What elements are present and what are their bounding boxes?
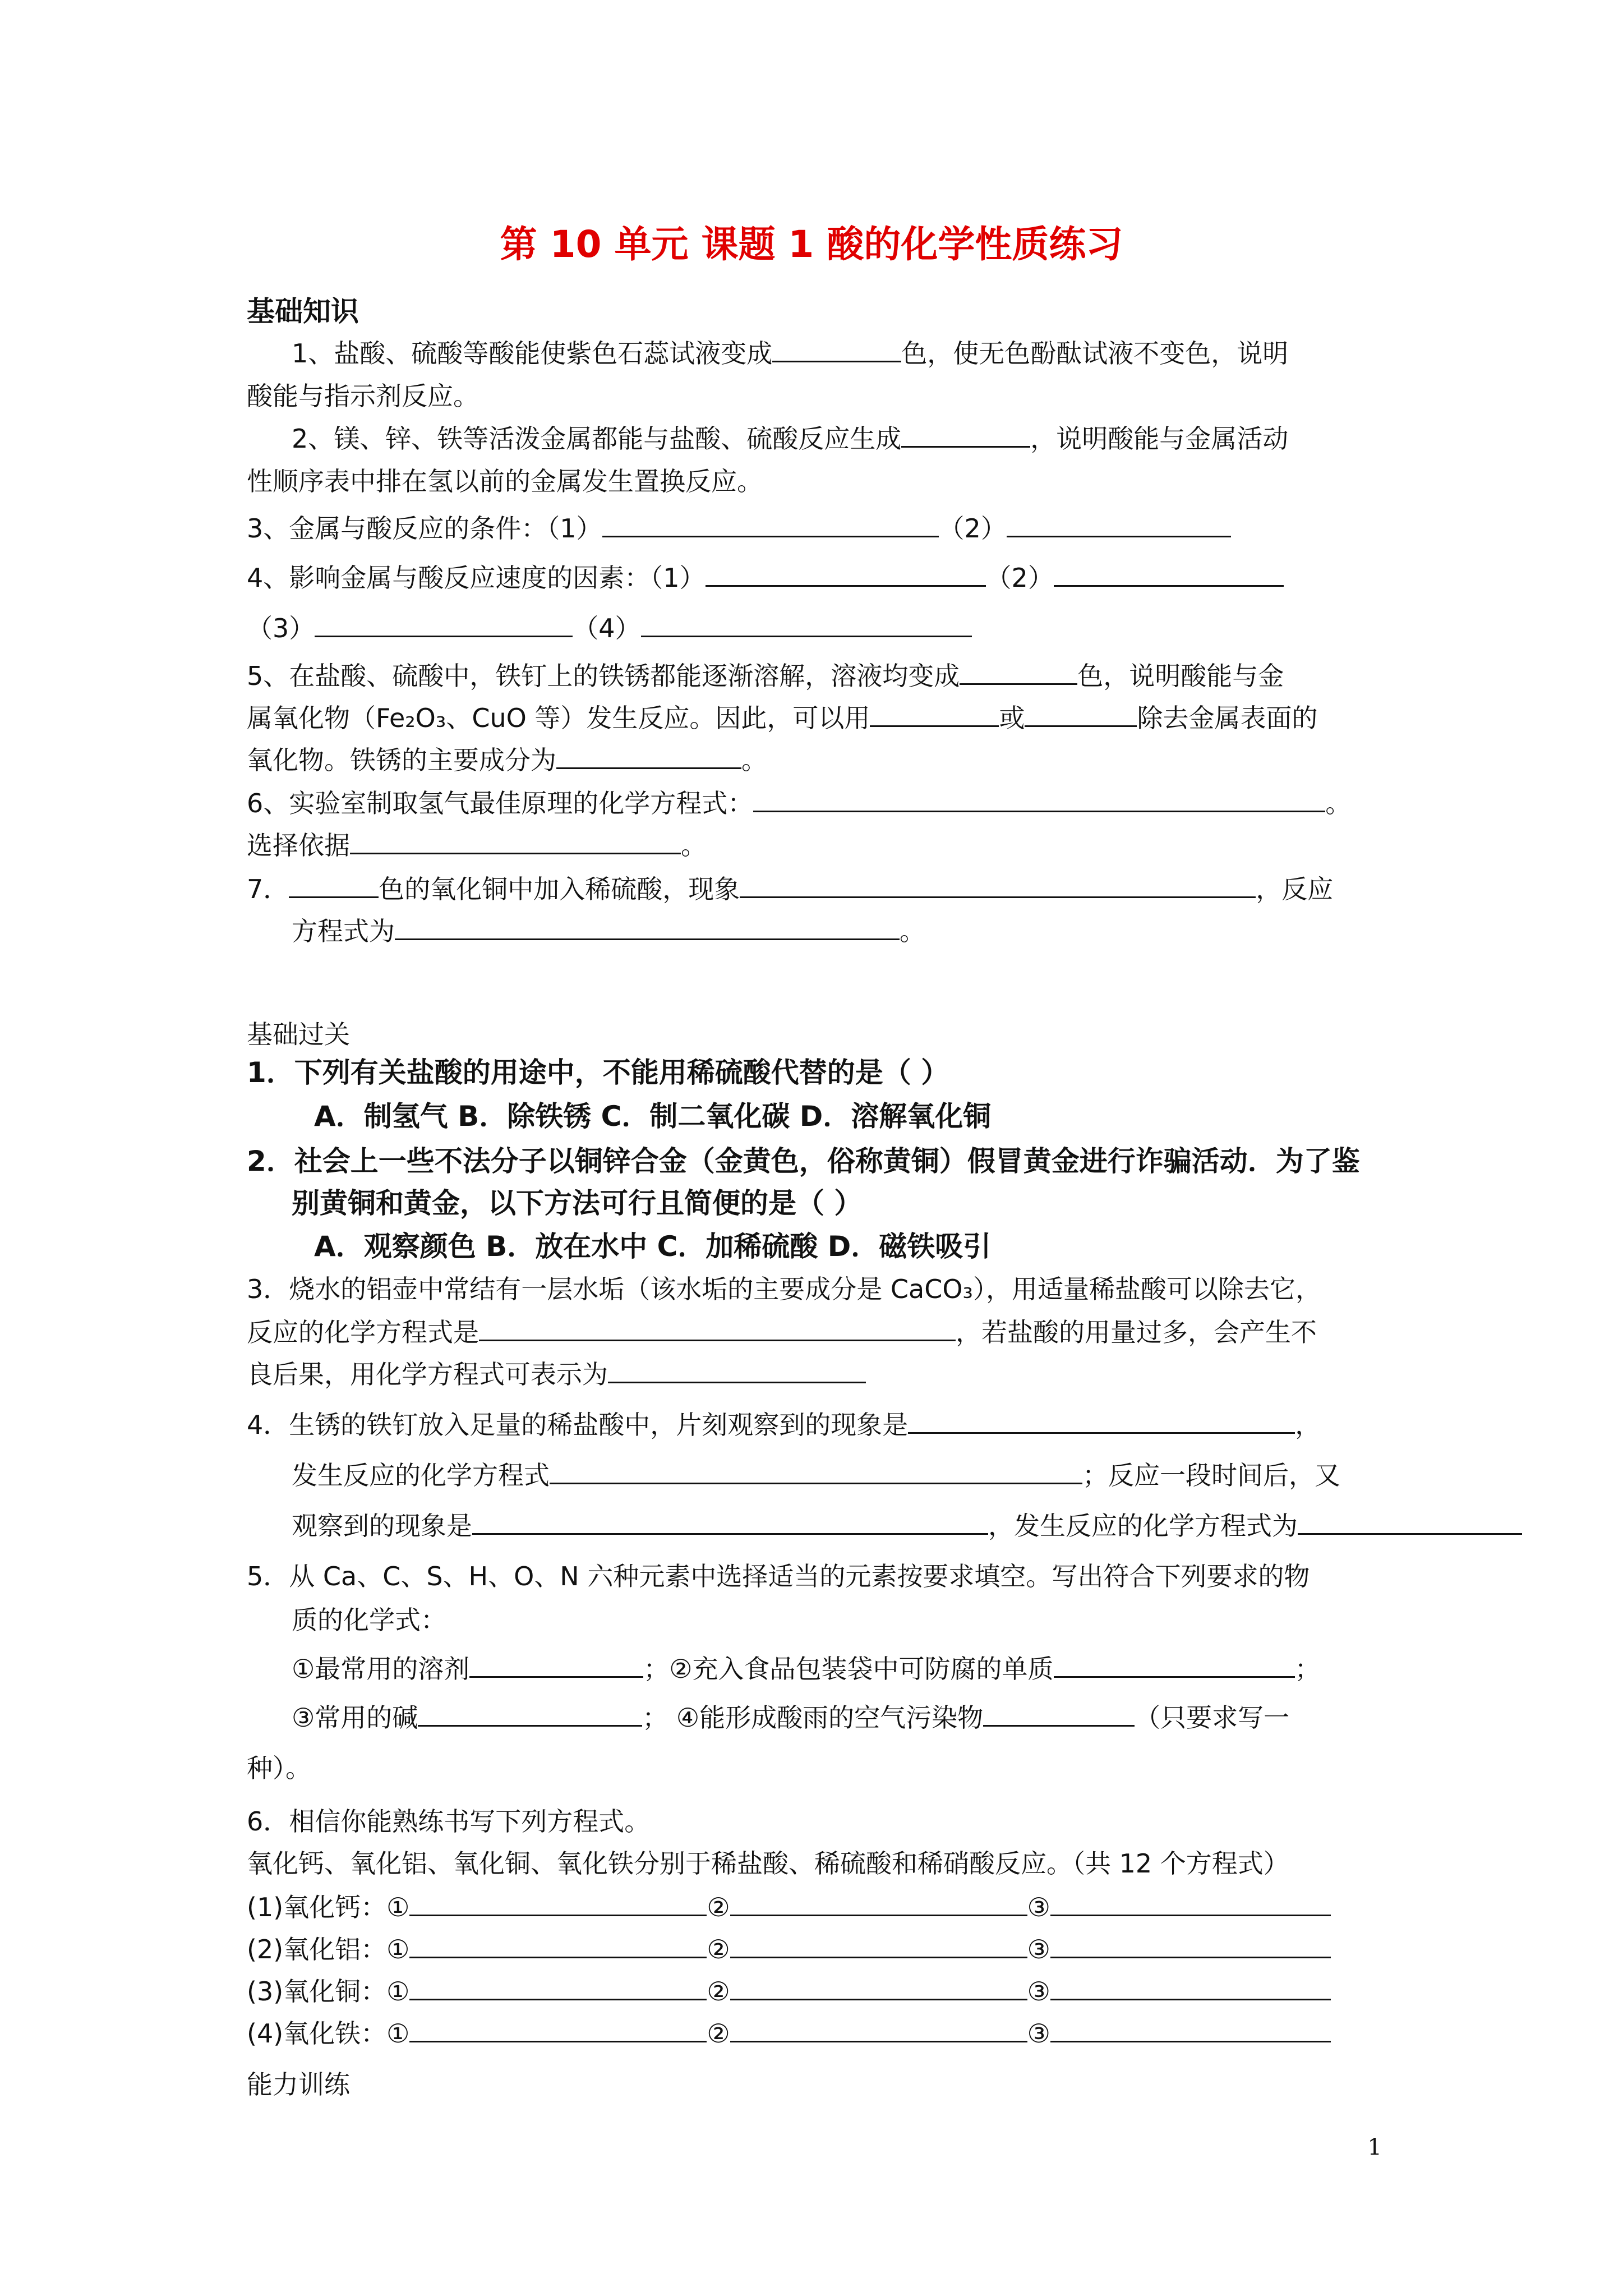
blank-q5-3[interactable] bbox=[418, 1703, 642, 1727]
line-5c: 氧化物。铁锈的主要成分为 。 bbox=[247, 745, 767, 775]
line-4b: （3） （4） bbox=[247, 611, 972, 645]
blank-6-1[interactable] bbox=[753, 788, 1325, 812]
question-3-line-2: 反应的化学方程式是 ，若盐酸的用量过多，会产生不 bbox=[247, 1317, 1317, 1347]
blank-5-3[interactable] bbox=[1025, 703, 1137, 727]
line-7a: 7． 色的氧化铜中加入稀硫酸，现象 ，反应 bbox=[247, 874, 1334, 904]
blank-r1-3[interactable] bbox=[1050, 1892, 1331, 1916]
blank-5-2[interactable] bbox=[870, 703, 999, 727]
line-2a: 2、镁、锌、铁等活泼金属都能与盐酸、硫酸反应生成 ，说明酸能与金属活动 bbox=[292, 424, 1289, 454]
section-heading-basic-pass: 基础过关 bbox=[247, 1019, 350, 1050]
line-1a: 1、盐酸、硫酸等酸能使紫色石蕊试液变成 色，使无色酚酞试液不变色，说明 bbox=[292, 338, 1289, 369]
blank-q5-2[interactable] bbox=[1054, 1654, 1295, 1678]
question-3-line-3: 良后果，用化学方程式可表示为 bbox=[247, 1358, 866, 1391]
question-2-line-2: 别黄铜和黄金，以下方法可行且简便的是（ ） bbox=[292, 1187, 863, 1220]
blank-q4-2[interactable] bbox=[550, 1460, 1082, 1484]
blank-6-2[interactable] bbox=[350, 830, 681, 854]
blank-5-4[interactable] bbox=[556, 745, 741, 769]
blank-r1-1[interactable] bbox=[409, 1892, 707, 1916]
question-4-line-2: 发生反应的化学方程式 ；反应一段时间后，又 bbox=[292, 1460, 1340, 1490]
section-heading-ability-training: 能力训练 bbox=[247, 2069, 350, 2100]
question-1: 1．下列有关盐酸的用途中，不能用稀硫酸代替的是（ ） bbox=[247, 1056, 949, 1089]
line-3: 3、金属与酸反应的条件：（1） （2） bbox=[247, 512, 1231, 545]
blank-r2-2[interactable] bbox=[730, 1934, 1027, 1958]
blank-r3-2[interactable] bbox=[730, 1976, 1027, 2000]
blank-7-2[interactable] bbox=[740, 874, 1256, 898]
blank-r3-1[interactable] bbox=[409, 1976, 707, 2000]
question-4-line-3: 观察到的现象是 ，发生反应的化学方程式为 bbox=[292, 1509, 1522, 1543]
blank-q3-2[interactable] bbox=[608, 1359, 866, 1383]
line-5a: 5、在盐酸、硫酸中，铁钉上的铁锈都能逐渐溶解，溶液均变成 色，说明酸能与金 bbox=[247, 661, 1284, 691]
blank-r4-1[interactable] bbox=[409, 2018, 707, 2042]
line-6b: 选择依据 。 bbox=[247, 830, 707, 861]
blank-7-3[interactable] bbox=[395, 916, 900, 940]
page-number: 1 bbox=[1367, 2134, 1382, 2160]
blank-q5-4[interactable] bbox=[983, 1703, 1135, 1727]
equation-row-copper-oxide: (3)氧化铜：① ② ③ bbox=[247, 1975, 1331, 2008]
line-4a: 4、影响金属与酸反应速度的因素：（1） （2） bbox=[247, 561, 1284, 595]
equation-row-calcium-oxide: (1)氧化钙：① ② ③ bbox=[247, 1890, 1331, 1924]
blank-2[interactable] bbox=[901, 424, 1030, 448]
blank-r3-3[interactable] bbox=[1050, 1976, 1331, 2000]
blank-3-2[interactable] bbox=[1007, 513, 1231, 537]
blank-r4-2[interactable] bbox=[730, 2018, 1027, 2042]
blank-q4-1[interactable] bbox=[908, 1410, 1295, 1434]
blank-3-1[interactable] bbox=[602, 513, 939, 537]
page-title: 第 10 单元 课题 1 酸的化学性质练习 bbox=[500, 223, 1123, 266]
blank-q4-4[interactable] bbox=[1298, 1511, 1522, 1535]
blank-4-3[interactable] bbox=[315, 613, 573, 637]
line-7b: 方程式为 。 bbox=[292, 916, 925, 946]
question-5-line-2: 质的化学式： bbox=[292, 1605, 446, 1635]
line-1b: 酸能与指示剂反应。 bbox=[247, 381, 479, 411]
equation-row-iron-oxide: (4)氧化铁：① ② ③ bbox=[247, 2017, 1331, 2050]
blank-q5-1[interactable] bbox=[469, 1654, 643, 1678]
equation-row-aluminium-oxide: (2)氧化铝：① ② ③ bbox=[247, 1932, 1331, 1966]
blank-4-4[interactable] bbox=[641, 613, 972, 637]
question-6-line-1: 6．相信你能熟练书写下列方程式。 bbox=[247, 1806, 651, 1837]
blank-r1-2[interactable] bbox=[730, 1892, 1027, 1916]
question-6-line-2: 氧化钙、氧化铝、氧化铜、氧化铁分别于稀盐酸、稀硫酸和稀硝酸反应。（共 12 个方程式） bbox=[247, 1848, 1289, 1879]
section-heading-basic-knowledge: 基础知识 bbox=[247, 295, 359, 328]
question-2-options: A．观察颜色 B．放在水中 C．加稀硫酸 D．磁铁吸引 bbox=[314, 1230, 992, 1263]
question-5-line-3: ①最常用的溶剂 ；②充入食品包装袋中可防腐的单质 ； bbox=[292, 1654, 1321, 1684]
line-6a: 6、实验室制取氢气最佳原理的化学方程式： 。 bbox=[247, 788, 1352, 818]
blank-4-1[interactable] bbox=[706, 563, 986, 587]
blank-r4-3[interactable] bbox=[1050, 2018, 1331, 2042]
question-1-options: A．制氢气 B．除铁锈 C．制二氧化碳 D．溶解氧化铜 bbox=[314, 1100, 992, 1133]
blank-r2-1[interactable] bbox=[409, 1934, 707, 1958]
question-5-line-5: 种）。 bbox=[247, 1753, 311, 1783]
blank-1[interactable] bbox=[772, 338, 901, 362]
blank-r2-3[interactable] bbox=[1050, 1934, 1331, 1958]
blank-5-1[interactable] bbox=[960, 661, 1077, 685]
line-2b: 性顺序表中排在氢以前的金属发生置换反应。 bbox=[247, 466, 763, 496]
blank-q4-3[interactable] bbox=[472, 1511, 988, 1535]
question-3-line-1: 3．烧水的铝壶中常结有一层水垢（该水垢的主要成分是 CaCO₃），用适量稀盐酸可以除去它， bbox=[247, 1274, 1321, 1304]
question-4-line-1: 4．生锈的铁钉放入足量的稀盐酸中，片刻观察到的现象是 ， bbox=[247, 1410, 1321, 1440]
blank-q3-1[interactable] bbox=[479, 1317, 956, 1341]
blank-4-2[interactable] bbox=[1054, 563, 1284, 587]
blank-7-1[interactable] bbox=[289, 874, 379, 898]
line-5b: 属氧化物（Fe₂O₃、CuO 等）发生反应。因此，可以用 或 除去金属表面的 bbox=[247, 703, 1318, 733]
question-5-line-4: ③常用的碱 ； ④能形成酸雨的空气污染物 （只要求写一 bbox=[292, 1703, 1290, 1733]
question-5-line-1: 5．从 Ca、C、S、H、O、N 六种元素中选择适当的元素按要求填空。写出符合下列要求的物 bbox=[247, 1561, 1310, 1591]
question-2-line-1: 2．社会上一些不法分子以铜锌合金（金黄色，俗称黄铜）假冒黄金进行诈骗活动．为了鉴 bbox=[247, 1145, 1360, 1177]
